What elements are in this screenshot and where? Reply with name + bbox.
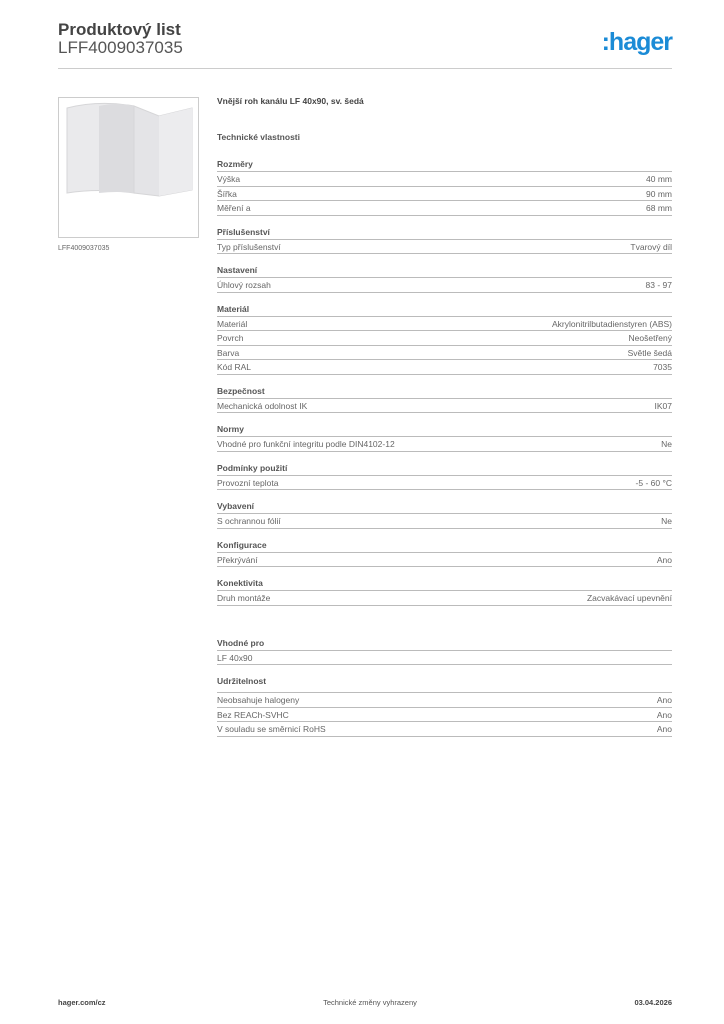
spec-section <box>217 422 672 452</box>
spec-row <box>217 437 672 452</box>
spec-value: 90 mm <box>646 188 672 199</box>
spec-value: -5 - 60 °C <box>635 477 672 488</box>
footer-website[interactable]: hager.com/cz <box>58 998 106 1007</box>
section-title: Podmínky použití <box>217 461 672 476</box>
spec-row <box>217 514 672 529</box>
header-divider <box>58 68 672 69</box>
spec-section <box>217 538 672 568</box>
spec-label: Materiál <box>217 318 248 329</box>
spec-value: Ne <box>661 439 672 449</box>
spec-section <box>217 499 672 529</box>
spec-label: LF 40x90 <box>217 652 253 663</box>
spec-row <box>217 708 672 723</box>
spec-section <box>217 157 672 216</box>
page-title: Produktový list <box>58 20 181 39</box>
spec-section <box>217 263 672 293</box>
spec-label: S ochrannou fólií <box>217 516 281 526</box>
spec-value: Ano <box>656 695 672 705</box>
spec-row <box>217 187 672 202</box>
spec-value: 40 mm <box>646 174 672 184</box>
spec-row <box>217 360 672 375</box>
spec-row <box>217 399 672 414</box>
spec-section <box>217 576 672 606</box>
section-title: Vybavení <box>217 499 672 514</box>
spec-content <box>217 96 672 737</box>
spec-row <box>217 346 672 361</box>
spec-section <box>217 636 672 666</box>
spec-row <box>217 172 672 187</box>
section-title: Materiál <box>217 302 672 317</box>
spec-value: Ano <box>656 709 672 720</box>
spec-value: Neošetřený <box>628 333 672 343</box>
spec-label: Druh montáže <box>217 593 271 603</box>
section-title: Udržitelnost <box>217 674 672 693</box>
spec-label: Překrývání <box>217 554 258 565</box>
product-code: LFF4009037035 <box>58 38 183 57</box>
section-title: Vhodné pro <box>217 636 672 651</box>
spec-row <box>217 278 672 293</box>
spec-label: Výška <box>217 174 241 184</box>
spec-row <box>217 476 672 491</box>
section-title: Bezpečnost <box>217 384 672 399</box>
section-title: Konfigurace <box>217 538 672 553</box>
spec-label: Mechanická odolnost IK <box>217 400 308 411</box>
spec-row <box>217 553 672 568</box>
hager-logo: :hager <box>601 28 672 56</box>
footer <box>58 998 672 1007</box>
spec-label: V souladu se směrnicí RoHS <box>217 724 326 734</box>
spec-value: 68 mm <box>646 203 672 213</box>
spec-section <box>217 384 672 414</box>
spec-label: Provozní teplota <box>217 477 279 488</box>
spec-section <box>217 302 672 375</box>
spec-label: Vhodné pro funkční integritu podle DIN4102-12 <box>217 439 395 449</box>
spec-value: Světle šedá <box>627 347 672 358</box>
image-caption: LFF4009037035 <box>58 245 110 252</box>
spec-section <box>217 674 672 737</box>
spec-row <box>217 317 672 332</box>
section-title: Konektivita <box>217 576 672 591</box>
spec-row <box>217 240 672 255</box>
section-title: Normy <box>217 422 672 437</box>
spec-label: Barva <box>217 347 240 358</box>
spec-value: Ano <box>656 724 672 734</box>
footer-note: Technické změny vyhrazeny <box>323 998 417 1007</box>
spec-label: Úhlový rozsah <box>217 280 271 290</box>
tech-heading: Technické vlastnosti <box>217 132 300 142</box>
spec-value: Zacvakávací upevnění <box>586 593 672 603</box>
product-name: Vnější roh kanálu LF 40x90, sv. šedá <box>217 96 364 106</box>
spec-value: Akrylonitrilbutadienstyren (ABS) <box>552 318 672 329</box>
spec-value: Ne <box>661 516 672 526</box>
spec-label: Povrch <box>217 333 244 343</box>
spec-value: Tvarový díl <box>630 241 672 252</box>
spec-row <box>217 591 672 606</box>
section-title: Rozměry <box>217 157 672 172</box>
spec-row <box>217 201 672 216</box>
spec-label: Měření a <box>217 203 251 213</box>
product-image <box>58 97 199 238</box>
spec-section <box>217 225 672 255</box>
spec-label: Šířka <box>217 188 237 199</box>
spec-section <box>217 461 672 491</box>
spec-row <box>217 651 672 666</box>
spec-label: Neobsahuje halogeny <box>217 695 300 705</box>
footer-date: 03.04.2026 <box>634 998 672 1007</box>
spec-row <box>217 331 672 346</box>
section-title: Nastavení <box>217 263 672 278</box>
spec-value: 83 - 97 <box>645 280 672 290</box>
section-title: Příslušenství <box>217 225 672 240</box>
spec-label: Typ příslušenství <box>217 241 281 252</box>
spec-value: 7035 <box>653 362 672 372</box>
spec-row <box>217 693 672 708</box>
spec-label: Bez REACh-SVHC <box>217 709 289 720</box>
spec-value: IK07 <box>654 400 672 411</box>
spec-label: Kód RAL <box>217 362 252 372</box>
spec-row <box>217 722 672 737</box>
spec-value: Ano <box>656 554 672 565</box>
